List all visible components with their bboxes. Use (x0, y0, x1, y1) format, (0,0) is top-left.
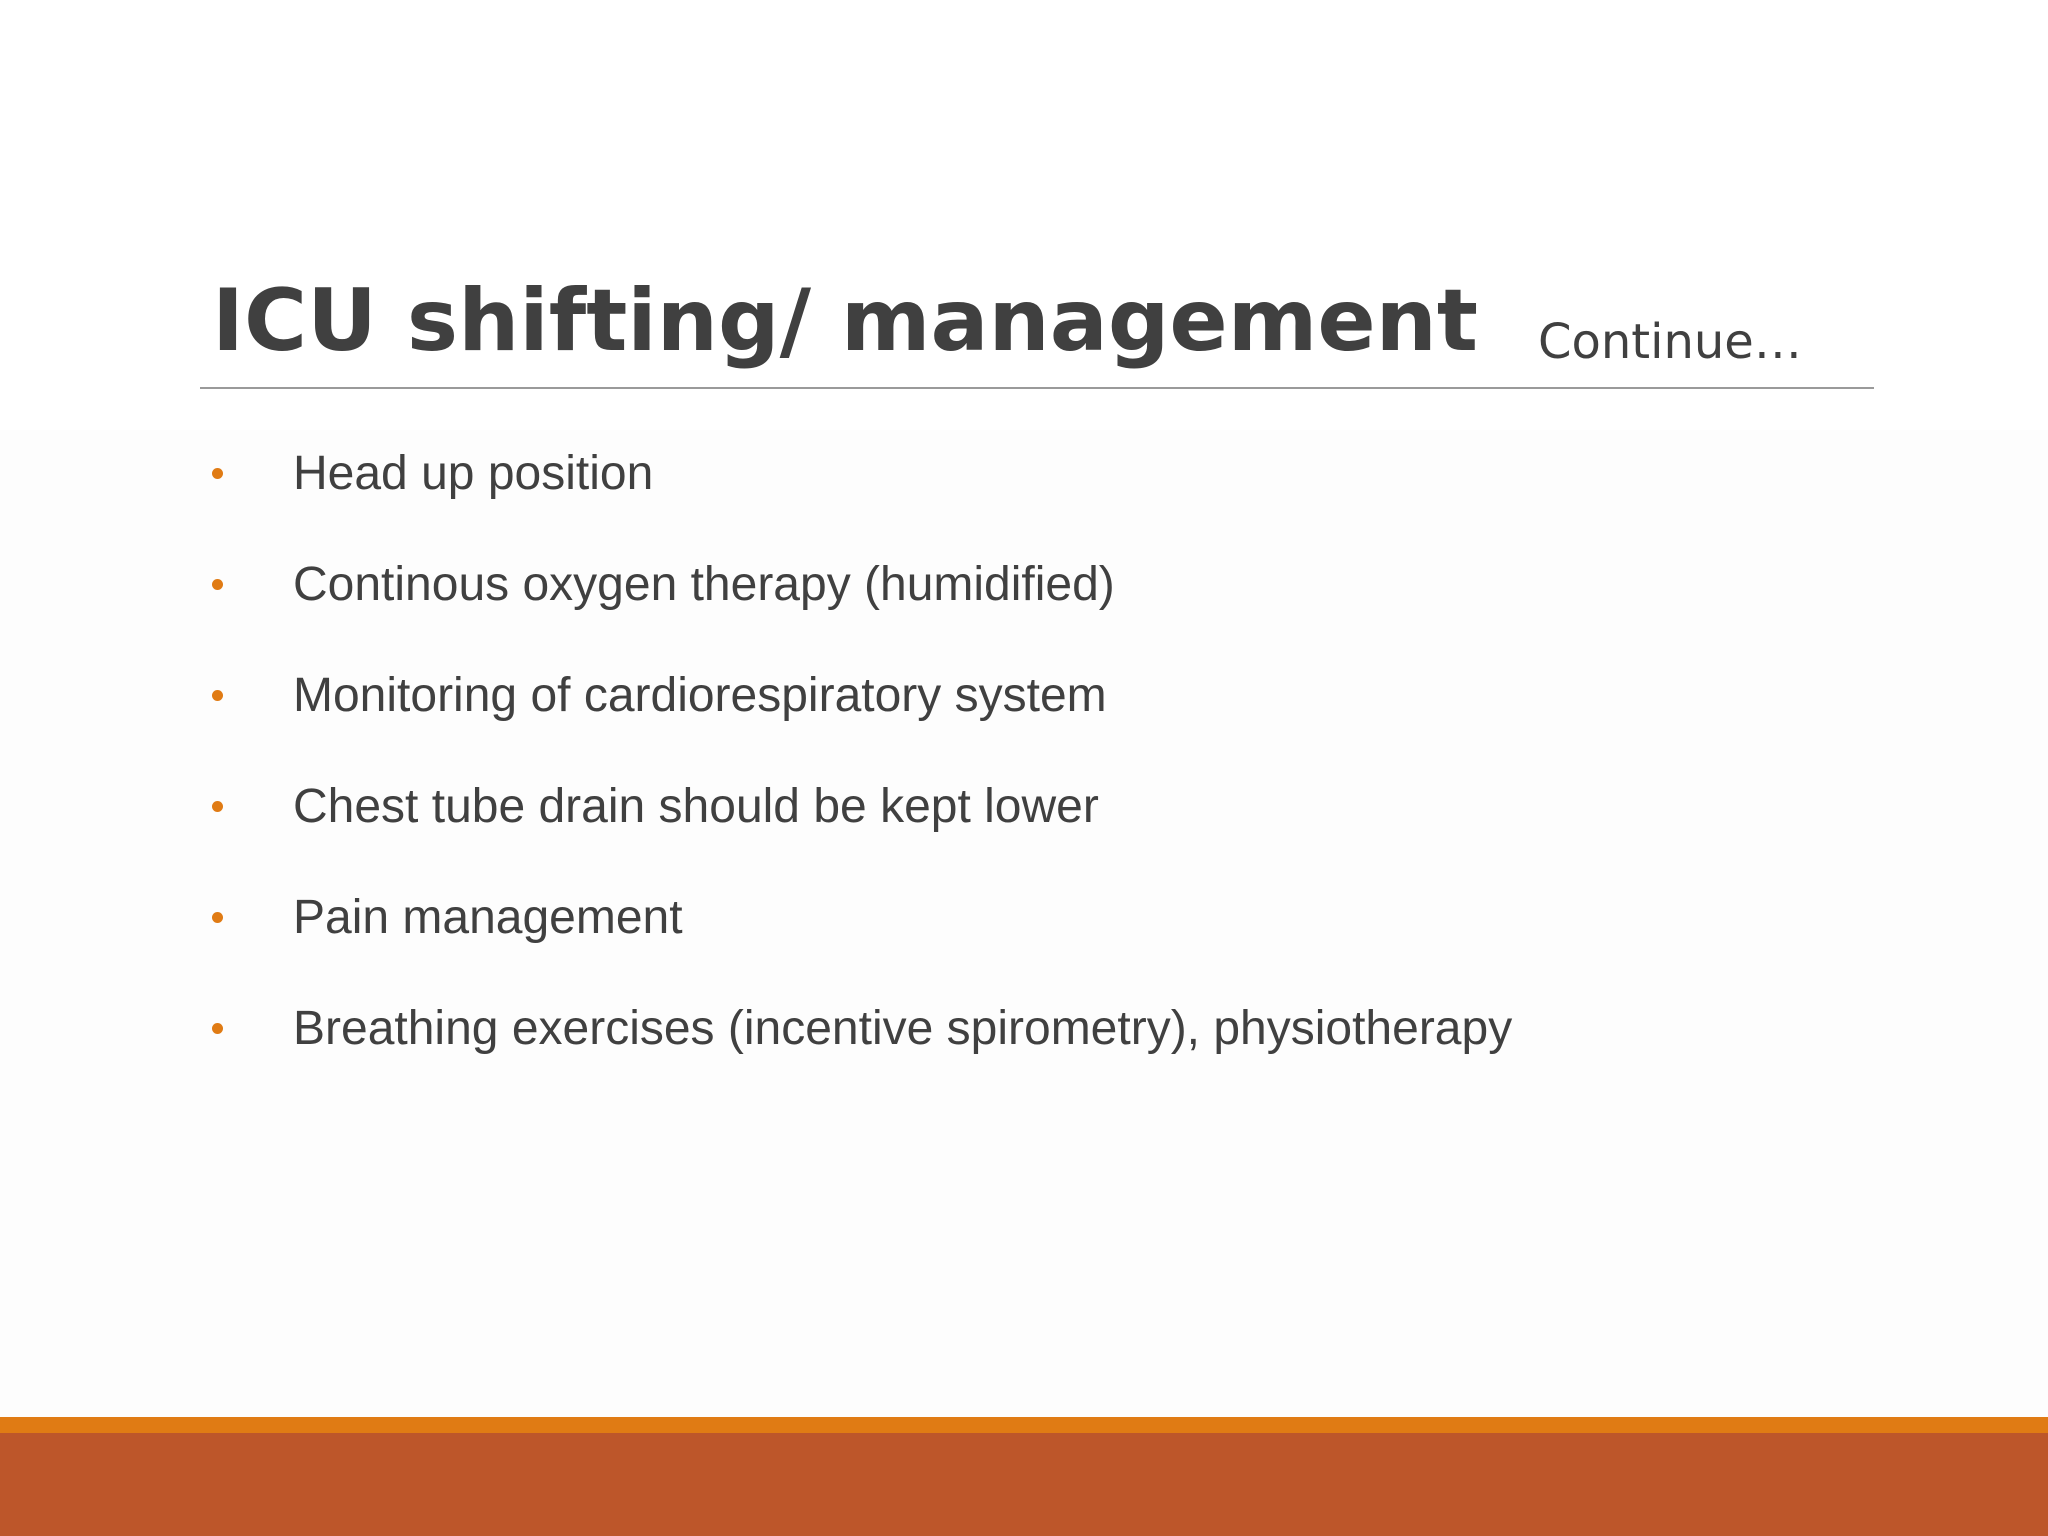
bullet-text: Head up position (293, 447, 654, 500)
list-item (208, 640, 1512, 751)
bullet-icon (212, 1023, 223, 1034)
title-divider (200, 387, 1874, 389)
list-item (208, 529, 1512, 640)
footer-stripe (0, 1417, 2048, 1433)
bullet-icon (212, 690, 223, 701)
footer-band (0, 1433, 2048, 1536)
bullet-text: Chest tube drain should be kept lower (293, 780, 1099, 833)
list-item (208, 418, 1512, 529)
bullet-text: Pain management (293, 891, 683, 944)
bullet-icon (212, 912, 223, 923)
bullet-text: Breathing exercises (incentive spirometry), physiotherapy (293, 1002, 1513, 1055)
list-item (208, 862, 1512, 973)
bullet-icon (212, 579, 223, 590)
bullet-list (208, 418, 1512, 1084)
list-item (208, 973, 1512, 1084)
list-item (208, 751, 1512, 862)
slide-title: ICU shifting/ management (212, 271, 1478, 371)
bullet-text: Monitoring of cardiorespiratory system (293, 669, 1107, 722)
bullet-icon (212, 468, 223, 479)
slide-subtitle: Continue… (1538, 314, 1802, 370)
bullet-text: Continous oxygen therapy (humidified) (293, 558, 1115, 611)
bullet-icon (212, 801, 223, 812)
